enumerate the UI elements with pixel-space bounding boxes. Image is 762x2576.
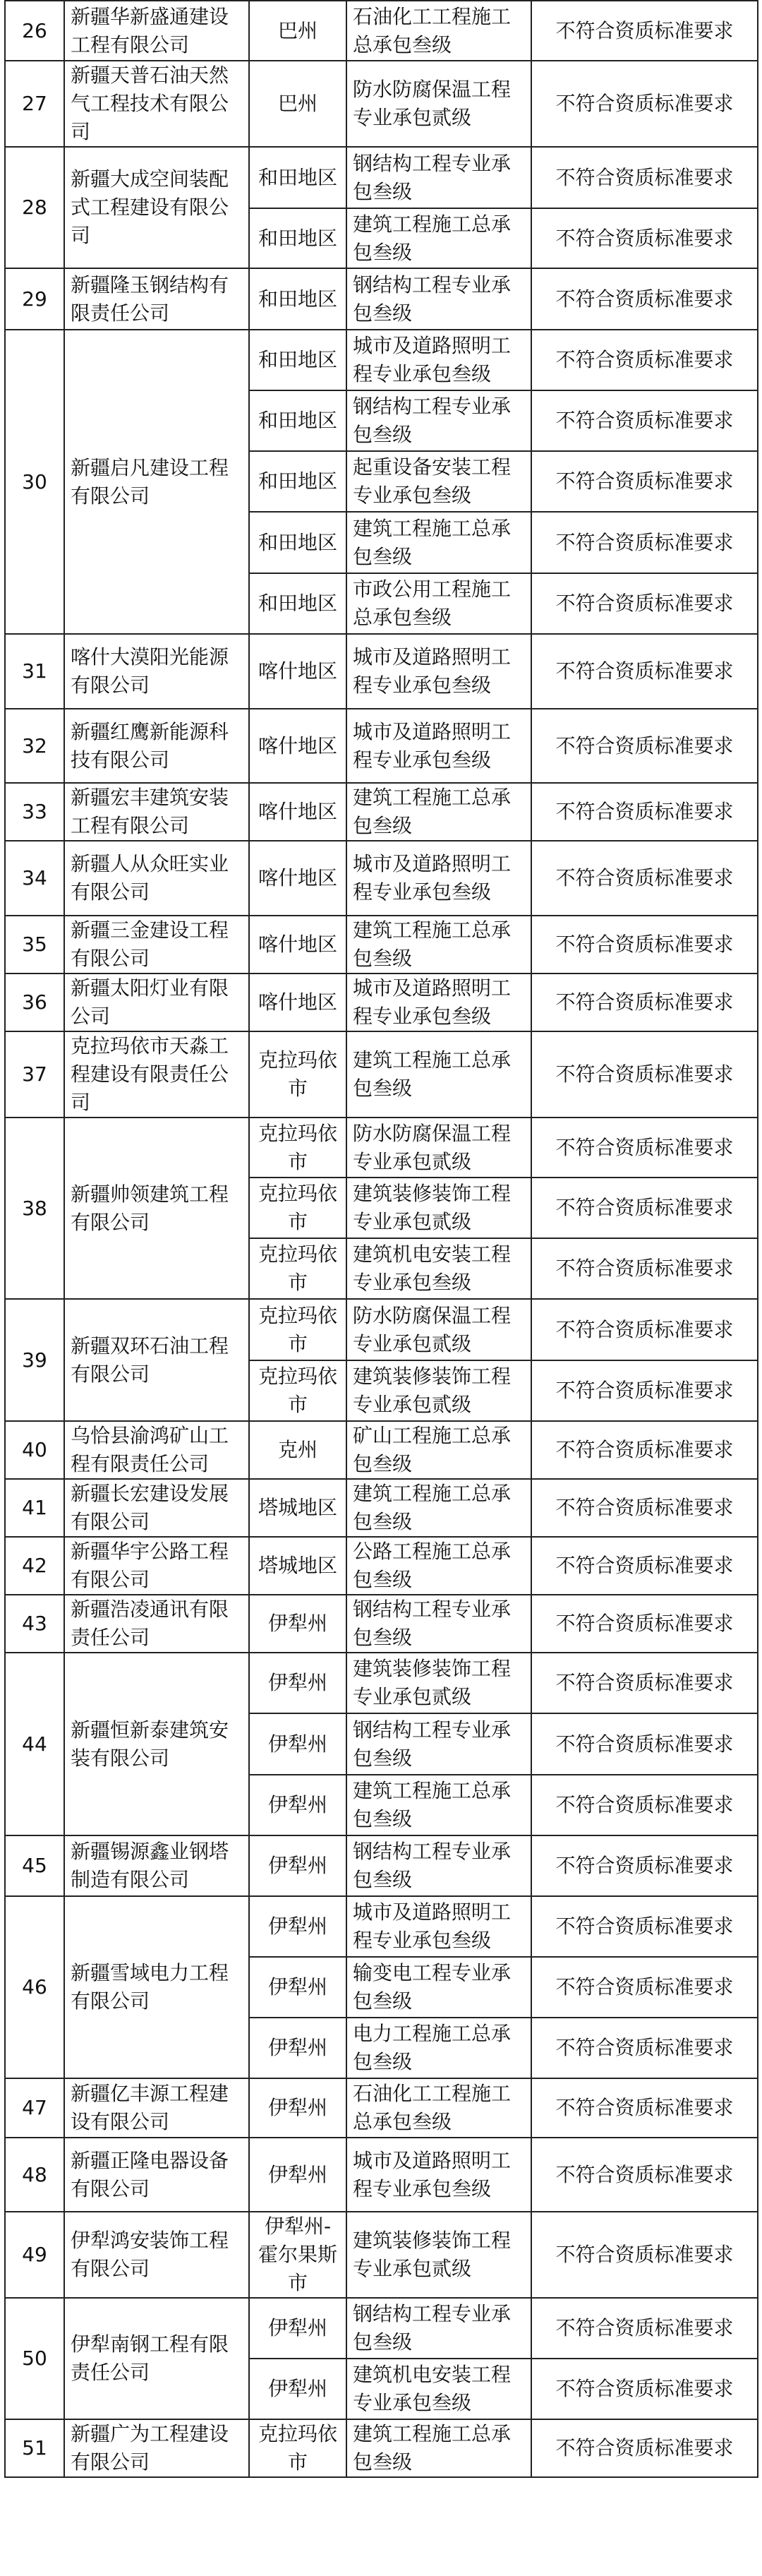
region-cell: 和田地区 — [249, 573, 346, 634]
review-result-cell: 不符合资质标准要求 — [531, 2018, 758, 2078]
region-cell: 伊犁州 — [249, 1775, 346, 1835]
review-result-cell: 不符合资质标准要求 — [531, 1479, 758, 1537]
company-name: 新疆宏丰建筑安装工程有限公司 — [64, 783, 249, 841]
company-name: 新疆锡源鑫业钢塔制造有限公司 — [64, 1835, 249, 1896]
company-name: 新疆大成空间装配式工程建设有限公司 — [64, 147, 249, 268]
region-cell: 喀什地区 — [249, 634, 346, 709]
table-row — [5, 1421, 758, 1479]
entry-number: 40 — [5, 1421, 64, 1479]
qualification-cell: 建筑装修装饰工程专业承包贰级 — [346, 2212, 531, 2298]
region-cell: 伊犁州 — [249, 2298, 346, 2359]
qualification-cell: 钢结构工程专业承包叁级 — [346, 1595, 531, 1653]
qualification-cell: 建筑工程施工总承包叁级 — [346, 1775, 531, 1835]
qualification-cell: 城市及道路照明工程专业承包叁级 — [346, 330, 531, 390]
qualification-cell: 电力工程施工总承包叁级 — [346, 2018, 531, 2078]
entry-number: 31 — [5, 634, 64, 709]
company-name: 新疆人从众旺实业有限公司 — [64, 841, 249, 916]
review-result-cell: 不符合资质标准要求 — [531, 1178, 758, 1238]
entry-number: 44 — [5, 1653, 64, 1835]
qualification-cell: 石油化工工程施工总承包叁级 — [346, 1, 531, 61]
company-name: 喀什大漠阳光能源有限公司 — [64, 634, 249, 709]
table-row — [5, 1653, 758, 1713]
region-cell: 喀什地区 — [249, 783, 346, 841]
qualification-cell: 钢结构工程专业承包叁级 — [346, 147, 531, 208]
entry-number: 51 — [5, 2419, 64, 2477]
company-name: 新疆雪域电力工程有限公司 — [64, 1896, 249, 2078]
qualification-cell: 建筑工程施工总承包叁级 — [346, 783, 531, 841]
entry-number: 48 — [5, 2138, 64, 2212]
table-row — [5, 783, 758, 841]
review-result-cell: 不符合资质标准要求 — [531, 1360, 758, 1421]
table-row — [5, 1299, 758, 1360]
entry-number: 39 — [5, 1299, 64, 1421]
table-body — [5, 1, 758, 2477]
qualification-cell: 建筑工程施工总承包叁级 — [346, 1031, 531, 1118]
region-cell: 和田地区 — [249, 208, 346, 268]
review-result-cell: 不符合资质标准要求 — [531, 1713, 758, 1775]
entry-number: 42 — [5, 1537, 64, 1595]
qualification-cell: 建筑工程施工总承包叁级 — [346, 2419, 531, 2477]
review-result-cell: 不符合资质标准要求 — [531, 2138, 758, 2212]
qualification-cell: 市政公用工程施工总承包叁级 — [346, 573, 531, 634]
qualification-cell: 建筑工程施工总承包叁级 — [346, 916, 531, 974]
company-name: 伊犁鸿安装饰工程有限公司 — [64, 2212, 249, 2298]
review-result-cell: 不符合资质标准要求 — [531, 634, 758, 709]
entry-number: 46 — [5, 1896, 64, 2078]
table-row — [5, 2419, 758, 2477]
qualification-cell: 城市及道路照明工程专业承包叁级 — [346, 2138, 531, 2212]
region-cell: 伊犁州 — [249, 1957, 346, 2018]
company-name: 新疆长宏建设发展有限公司 — [64, 1479, 249, 1537]
entry-number: 41 — [5, 1479, 64, 1537]
review-result-cell: 不符合资质标准要求 — [531, 1896, 758, 1957]
table-row — [5, 916, 758, 974]
review-result-cell: 不符合资质标准要求 — [531, 1957, 758, 2018]
region-cell: 和田地区 — [249, 268, 346, 330]
entry-number: 26 — [5, 1, 64, 61]
company-name: 新疆华新盛通建设工程有限公司 — [64, 1, 249, 61]
region-cell: 和田地区 — [249, 330, 346, 390]
qualification-cell: 建筑装修装饰工程专业承包贰级 — [346, 1360, 531, 1421]
qualification-cell: 防水防腐保温工程专业承包贰级 — [346, 1299, 531, 1360]
entry-number: 36 — [5, 974, 64, 1031]
qualification-cell: 防水防腐保温工程专业承包贰级 — [346, 1118, 531, 1178]
review-result-cell: 不符合资质标准要求 — [531, 2212, 758, 2298]
region-cell: 伊犁州 — [249, 2018, 346, 2078]
company-name: 乌恰县渝鸿矿山工程有限责任公司 — [64, 1421, 249, 1479]
entry-number: 43 — [5, 1595, 64, 1653]
table-row — [5, 268, 758, 330]
review-result-cell: 不符合资质标准要求 — [531, 1537, 758, 1595]
qualification-cell: 起重设备安装工程专业承包叁级 — [346, 451, 531, 512]
qualification-cell: 钢结构工程专业承包叁级 — [346, 390, 531, 451]
review-result-cell: 不符合资质标准要求 — [531, 1031, 758, 1118]
company-name: 新疆华宇公路工程有限公司 — [64, 1537, 249, 1595]
region-cell: 喀什地区 — [249, 841, 346, 916]
table-row — [5, 1537, 758, 1595]
region-cell: 喀什地区 — [249, 974, 346, 1031]
review-result-cell: 不符合资质标准要求 — [531, 147, 758, 208]
review-result-cell: 不符合资质标准要求 — [531, 390, 758, 451]
table-row — [5, 2298, 758, 2359]
region-cell: 巴州 — [249, 1, 346, 61]
company-name: 新疆亿丰源工程建设有限公司 — [64, 2078, 249, 2138]
region-cell: 和田地区 — [249, 147, 346, 208]
company-name: 新疆恒新泰建筑安装有限公司 — [64, 1653, 249, 1835]
region-cell: 伊犁州 — [249, 2078, 346, 2138]
review-result-cell: 不符合资质标准要求 — [531, 268, 758, 330]
review-result-cell: 不符合资质标准要求 — [531, 2078, 758, 2138]
entry-number: 27 — [5, 61, 64, 147]
table-row — [5, 709, 758, 783]
table-row — [5, 1479, 758, 1537]
review-result-cell: 不符合资质标准要求 — [531, 330, 758, 390]
qualification-cell: 建筑机电安装工程专业承包叁级 — [346, 1238, 531, 1299]
company-name: 新疆启凡建设工程有限公司 — [64, 330, 249, 634]
company-name: 伊犁南钢工程有限责任公司 — [64, 2298, 249, 2419]
qualification-cell: 建筑装修装饰工程专业承包贰级 — [346, 1653, 531, 1713]
qualification-cell: 城市及道路照明工程专业承包叁级 — [346, 709, 531, 783]
region-cell: 伊犁州 — [249, 1595, 346, 1653]
region-cell: 克拉玛依市 — [249, 1178, 346, 1238]
table-row — [5, 1595, 758, 1653]
table-row — [5, 1118, 758, 1178]
entry-number: 49 — [5, 2212, 64, 2298]
region-cell: 伊犁州 — [249, 1713, 346, 1775]
review-result-cell: 不符合资质标准要求 — [531, 1421, 758, 1479]
qualification-cell: 钢结构工程专业承包叁级 — [346, 1713, 531, 1775]
review-result-cell: 不符合资质标准要求 — [531, 2419, 758, 2477]
region-cell: 伊犁州 — [249, 2138, 346, 2212]
entry-number: 50 — [5, 2298, 64, 2419]
qualification-cell: 钢结构工程专业承包叁级 — [346, 268, 531, 330]
region-cell: 克拉玛依市 — [249, 1118, 346, 1178]
table-row — [5, 2212, 758, 2298]
table-row — [5, 330, 758, 390]
qualification-cell: 城市及道路照明工程专业承包叁级 — [346, 634, 531, 709]
table-row — [5, 1031, 758, 1118]
region-cell: 塔城地区 — [249, 1479, 346, 1537]
review-result-cell: 不符合资质标准要求 — [531, 208, 758, 268]
table-row — [5, 1896, 758, 1957]
region-cell: 克拉玛依市 — [249, 1031, 346, 1118]
qualification-cell: 防水防腐保温工程专业承包贰级 — [346, 61, 531, 147]
table-row — [5, 974, 758, 1031]
review-result-cell: 不符合资质标准要求 — [531, 1595, 758, 1653]
region-cell: 和田地区 — [249, 451, 346, 512]
qualification-cell: 建筑装修装饰工程专业承包贰级 — [346, 1178, 531, 1238]
review-result-cell: 不符合资质标准要求 — [531, 573, 758, 634]
table-row — [5, 634, 758, 709]
qualification-cell: 公路工程施工总承包叁级 — [346, 1537, 531, 1595]
region-cell: 和田地区 — [249, 390, 346, 451]
entry-number: 34 — [5, 841, 64, 916]
region-cell: 伊犁州 — [249, 1835, 346, 1896]
region-cell: 伊犁州 — [249, 1653, 346, 1713]
qualification-cell: 城市及道路照明工程专业承包叁级 — [346, 1896, 531, 1957]
table-row — [5, 61, 758, 147]
company-name: 新疆浩凌通讯有限责任公司 — [64, 1595, 249, 1653]
entry-number: 32 — [5, 709, 64, 783]
review-result-cell: 不符合资质标准要求 — [531, 512, 758, 573]
table-row — [5, 841, 758, 916]
company-name: 新疆正隆电器设备有限公司 — [64, 2138, 249, 2212]
review-result-cell: 不符合资质标准要求 — [531, 1118, 758, 1178]
region-cell: 巴州 — [249, 61, 346, 147]
region-cell: 伊犁州 — [249, 2359, 346, 2419]
table-row — [5, 1835, 758, 1896]
region-cell: 克州 — [249, 1421, 346, 1479]
company-name: 新疆隆玉钢结构有限责任公司 — [64, 268, 249, 330]
company-name: 新疆广为工程建设有限公司 — [64, 2419, 249, 2477]
review-result-cell: 不符合资质标准要求 — [531, 1775, 758, 1835]
entry-number: 37 — [5, 1031, 64, 1118]
table-row — [5, 2078, 758, 2138]
qualification-cell: 建筑工程施工总承包叁级 — [346, 1479, 531, 1537]
region-cell: 伊犁州-霍尔果斯市 — [249, 2212, 346, 2298]
qualification-cell: 石油化工工程施工总承包叁级 — [346, 2078, 531, 2138]
region-cell: 喀什地区 — [249, 916, 346, 974]
entry-number: 29 — [5, 268, 64, 330]
company-name: 新疆帅领建筑工程有限公司 — [64, 1118, 249, 1299]
entry-number: 38 — [5, 1118, 64, 1299]
region-cell: 喀什地区 — [249, 709, 346, 783]
entry-number: 33 — [5, 783, 64, 841]
region-cell: 克拉玛依市 — [249, 1360, 346, 1421]
entry-number: 47 — [5, 2078, 64, 2138]
qualification-cell: 钢结构工程专业承包叁级 — [346, 2298, 531, 2359]
company-name: 新疆三金建设工程有限公司 — [64, 916, 249, 974]
review-result-cell: 不符合资质标准要求 — [531, 451, 758, 512]
qualification-review-table — [4, 0, 758, 2478]
region-cell: 塔城地区 — [249, 1537, 346, 1595]
company-name: 新疆红鹰新能源科技有限公司 — [64, 709, 249, 783]
review-result-cell: 不符合资质标准要求 — [531, 1835, 758, 1896]
qualification-cell: 建筑工程施工总承包叁级 — [346, 512, 531, 573]
company-name: 新疆双环石油工程有限公司 — [64, 1299, 249, 1421]
company-name: 新疆天普石油天然气工程技术有限公司 — [64, 61, 249, 147]
review-result-cell: 不符合资质标准要求 — [531, 1653, 758, 1713]
review-result-cell: 不符合资质标准要求 — [531, 2359, 758, 2419]
qualification-cell: 矿山工程施工总承包叁级 — [346, 1421, 531, 1479]
region-cell: 克拉玛依市 — [249, 1238, 346, 1299]
entry-number: 30 — [5, 330, 64, 634]
review-result-cell: 不符合资质标准要求 — [531, 916, 758, 974]
review-result-cell: 不符合资质标准要求 — [531, 1299, 758, 1360]
review-result-cell: 不符合资质标准要求 — [531, 1238, 758, 1299]
region-cell: 克拉玛依市 — [249, 1299, 346, 1360]
region-cell: 伊犁州 — [249, 1896, 346, 1957]
company-name: 新疆太阳灯业有限公司 — [64, 974, 249, 1031]
review-result-cell: 不符合资质标准要求 — [531, 841, 758, 916]
review-result-cell: 不符合资质标准要求 — [531, 2298, 758, 2359]
qualification-cell: 建筑工程施工总承包叁级 — [346, 208, 531, 268]
qualification-cell: 钢结构工程专业承包叁级 — [346, 1835, 531, 1896]
table-row — [5, 147, 758, 208]
entry-number: 35 — [5, 916, 64, 974]
review-result-cell: 不符合资质标准要求 — [531, 61, 758, 147]
review-result-cell: 不符合资质标准要求 — [531, 1, 758, 61]
table-row — [5, 2138, 758, 2212]
qualification-cell: 建筑机电安装工程专业承包叁级 — [346, 2359, 531, 2419]
entry-number: 45 — [5, 1835, 64, 1896]
qualification-cell: 输变电工程专业承包叁级 — [346, 1957, 531, 2018]
table-row — [5, 1, 758, 61]
region-cell: 克拉玛依市 — [249, 2419, 346, 2477]
review-result-cell: 不符合资质标准要求 — [531, 709, 758, 783]
review-result-cell: 不符合资质标准要求 — [531, 783, 758, 841]
qualification-cell: 城市及道路照明工程专业承包叁级 — [346, 841, 531, 916]
review-result-cell: 不符合资质标准要求 — [531, 974, 758, 1031]
entry-number: 28 — [5, 147, 64, 268]
company-name: 克拉玛依市天淼工程建设有限责任公司 — [64, 1031, 249, 1118]
region-cell: 和田地区 — [249, 512, 346, 573]
qualification-cell: 城市及道路照明工程专业承包叁级 — [346, 974, 531, 1031]
